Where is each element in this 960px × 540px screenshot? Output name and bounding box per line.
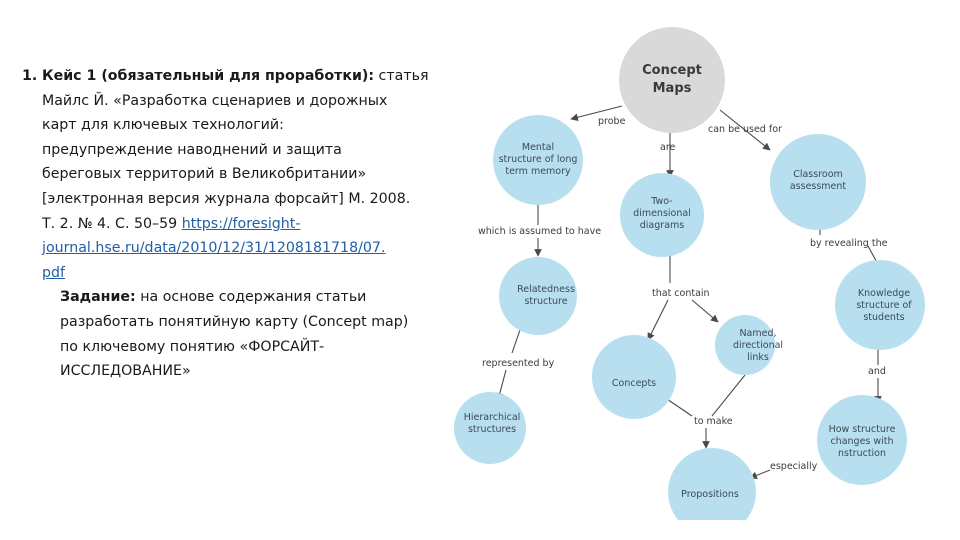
case-body <box>42 64 428 285</box>
node-label: directional <box>732 340 784 351</box>
node-relatedness-structure <box>499 257 577 335</box>
edge-label-can-be-used-for: can be used for <box>708 124 782 135</box>
case-line-with-link <box>42 212 428 237</box>
node-label: diagrams <box>639 220 685 231</box>
node-label: structure of long <box>498 154 578 165</box>
item-number: 1. <box>22 68 38 84</box>
node-label: structure <box>524 296 568 307</box>
node-knowledge-structure <box>835 260 925 350</box>
case-line-1 <box>42 64 428 89</box>
node-label: students <box>863 312 905 323</box>
edge-label-to-make: to make <box>694 416 733 427</box>
root-line-2: Maps <box>652 81 692 96</box>
node-label: links <box>747 352 769 363</box>
task-label: Задание: <box>60 289 136 306</box>
node-classroom-assessment <box>770 134 866 230</box>
case-line: Т. 2. № 4. С. 50–59 <box>42 215 182 232</box>
case-line: [электронная версия журнала форсайт] М. 2008. <box>42 190 411 207</box>
node-label: structures <box>467 424 517 435</box>
edge-label-by-revealing: by revealing the <box>810 238 888 249</box>
node-hierarchical-structures <box>454 392 526 464</box>
node-propositions <box>668 448 756 520</box>
node-label: Knowledge <box>857 288 911 299</box>
node-how-structure-changes <box>817 395 907 485</box>
edge-label-especially: especially <box>770 461 818 472</box>
node-label: nstruction <box>837 448 887 459</box>
node-label: term memory <box>505 166 571 177</box>
link-continuation <box>42 261 428 286</box>
assignment-text <box>22 64 429 384</box>
node-label: changes with <box>830 436 894 447</box>
node-label: Propositions <box>681 489 739 500</box>
edge-named-to-make <box>712 375 745 416</box>
node-label: Mental <box>521 142 555 153</box>
task-line-1 <box>60 285 422 310</box>
edge-label-and: and <box>868 366 886 377</box>
task-line: по ключевому понятию «ФОРСАЙТ- <box>60 338 325 355</box>
case-line: предупреждение наводнений и защита <box>42 141 342 158</box>
case-line: береговых территорий в Великобритании» <box>42 166 367 183</box>
edge-label-are: are <box>660 142 676 153</box>
node-root <box>619 27 725 133</box>
node-label: How structure <box>828 424 896 435</box>
node-label: Concepts <box>611 378 657 389</box>
case-line: карт для ключевых технологий: <box>42 117 284 134</box>
node-label: assessment <box>789 181 847 192</box>
node-label: Two- <box>651 196 673 207</box>
node-label: structure of <box>856 300 912 311</box>
edge-contain-to-concepts <box>648 300 668 340</box>
task-block <box>22 285 422 383</box>
node-mental-structure <box>493 115 583 205</box>
case-title: Кейс 1 (обязательный для проработки): <box>42 68 375 84</box>
article-link[interactable]: pdf <box>42 264 66 281</box>
node-label: Relatedness <box>517 284 575 295</box>
article-link[interactable]: https://foresight- <box>181 215 301 232</box>
case-line-1-rest: статья <box>374 68 429 84</box>
task-line: ИССЛЕДОВАНИЕ» <box>60 363 191 380</box>
node-named-links <box>715 315 783 375</box>
node-label: Hierarchical <box>463 412 521 423</box>
edge-contain-to-named <box>692 300 718 322</box>
node-label: Classroom <box>793 169 843 180</box>
root-line-1: Concept <box>642 63 702 78</box>
node-two-dimensional <box>620 173 704 257</box>
edge-label-probe: probe <box>598 116 626 127</box>
node-concepts <box>592 335 676 419</box>
task-line: разработать понятийную карту (Concept map) <box>60 313 409 330</box>
node-label: dimensional <box>633 208 691 219</box>
article-link[interactable]: journal.hse.ru/data/2010/12/31/1208181718/07. <box>42 240 386 257</box>
task-line-1-rest: на основе содержания статьи <box>135 289 367 306</box>
case-item <box>22 64 429 285</box>
link-continuation <box>42 236 428 261</box>
edge-label-assumed: which is assumed to have <box>478 226 602 237</box>
edge-label-represented-by: represented by <box>482 358 555 369</box>
concept-map-diagram <box>440 20 940 520</box>
edge-relatedness-to-represented <box>512 330 520 353</box>
edge-label-that-contain: that contain <box>652 288 710 299</box>
node-label: Named, <box>739 328 777 339</box>
case-line: Майлс Й. «Разработка сценариев и дорожных <box>42 92 388 109</box>
